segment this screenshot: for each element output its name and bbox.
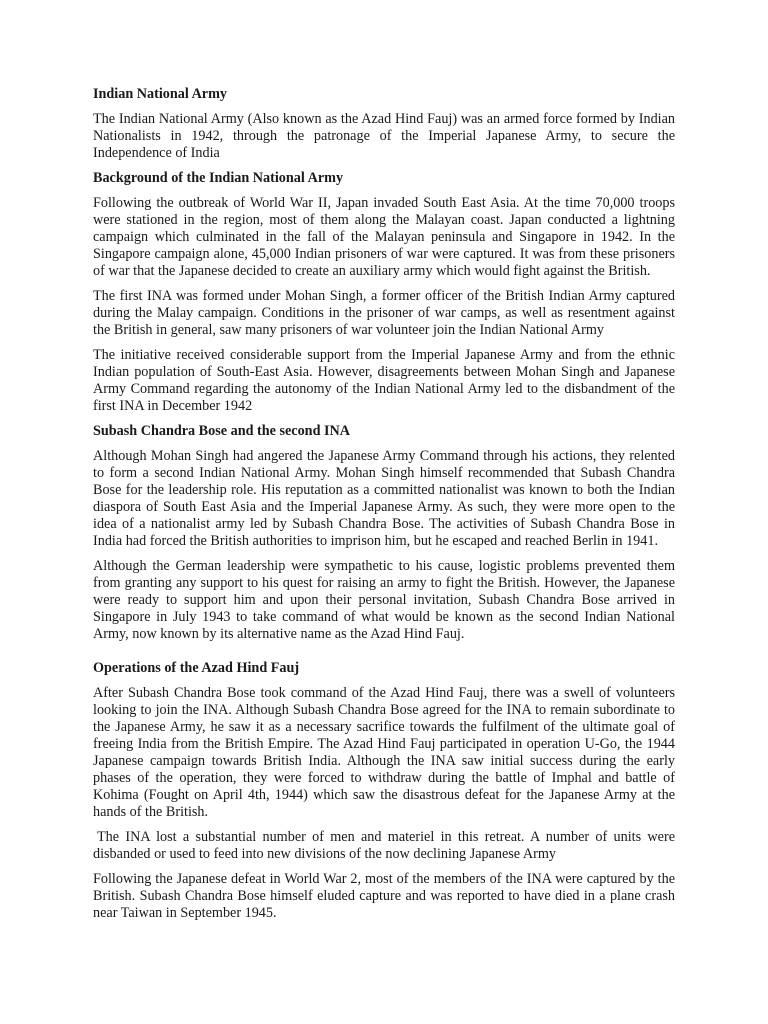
document-title: Indian National Army [93, 86, 228, 102]
operations-paragraph-2: The INA lost a substantial number of men and materiel in this retreat. A number of units were disbanded or used to feed into new divisions of the now declining Japanese Army [93, 829, 675, 862]
section-heading-background: Background of the Indian National Army [93, 170, 344, 186]
operations-paragraph-1: After Subash Chandra Bose took command of the Azad Hind Fauj, there was a swell of volunteers looking to join the INA. Although Subash Chandra Bose agreed for the INA to remain subordinate to the Japanese Army, he saw it as a necessary sacrifice towards the fulfilment of the ultimate goal of freeing India from the British Empire. The Azad Hind Fauj participated in operation U-Go, the 1944 Japanese campaign towards British India. Although the INA saw initial success during the early phases of the operation, they were forced to withdraw during the battle of Imphal and battle of Kohima (Fought on April 4th, 1944) which saw the disastrous defeat for the Japanese Army at the hands of the British. [93, 685, 675, 820]
operations-paragraph-3: Following the Japanese defeat in World War 2, most of the members of the INA were captured by the British. Subash Chandra Bose himself eluded capture and was reported to have died in a plane crash near Taiwan in September 1945. [93, 871, 675, 921]
second-ina-paragraph-1: Although Mohan Singh had angered the Japanese Army Command through his actions, they relented to form a second Indian National Army. Mohan Singh himself recommended that Subash Chandra Bose for the leadership role. His reputation as a committed nationalist was known to both the Indian diaspora of South East Asia and the Imperial Japanese Army. As such, they were more open to the idea of a nationalist army led by Subash Chandra Bose. The activities of Subash Chandra Bose in India had forced the British authorities to imprison him, but he escaped and reached Berlin in 1941. [93, 448, 675, 549]
second-ina-paragraph-2: Although the German leadership were sympathetic to his cause, logistic problems prevented them from granting any support to his quest for raising an army to fight the British. However, the Japanese were ready to support him and upon their personal invitation, Subash Chandra Bose arrived in Singapore in July 1943 to take command of what would be known as the second Indian National Army, now known by its alternative name as the Azad Hind Fauj. [93, 558, 675, 642]
section-heading-second-ina: Subash Chandra Bose and the second INA [93, 423, 351, 439]
background-paragraph-1: Following the outbreak of World War II, Japan invaded South East Asia. At the time 70,000 troops were stationed in the region, most of them along the Malayan coast. Japan conducted a lightning campaign which culminated in the fall of the Malayan peninsula and Singapore in 1942. In the Singapore campaign alone, 45,000 Indian prisoners of war were captured. It was from these prisoners of war that the Japanese decided to create an auxiliary army which would fight against the British. [93, 195, 675, 279]
section-heading-operations: Operations of the Azad Hind Fauj [93, 660, 300, 676]
intro-paragraph: The Indian National Army (Also known as the Azad Hind Fauj) was an armed force formed by Indian Nationalists in 1942, through the patronage of the Imperial Japanese Army, to secure the Independence of India [93, 111, 675, 161]
background-paragraph-2: The first INA was formed under Mohan Singh, a former officer of the British Indian Army captured during the Malay campaign. Conditions in the prisoner of war camps, as well as resentment against the British in general, saw many prisoners of war volunteer join the Indian National Army [93, 288, 675, 338]
background-paragraph-3: The initiative received considerable support from the Imperial Japanese Army and from the ethnic Indian population of South-East Asia. However, disagreements between Mohan Singh and Japanese Army Command regarding the autonomy of the Indian National Army led to the disbandment of the first INA in December 1942 [93, 347, 675, 414]
